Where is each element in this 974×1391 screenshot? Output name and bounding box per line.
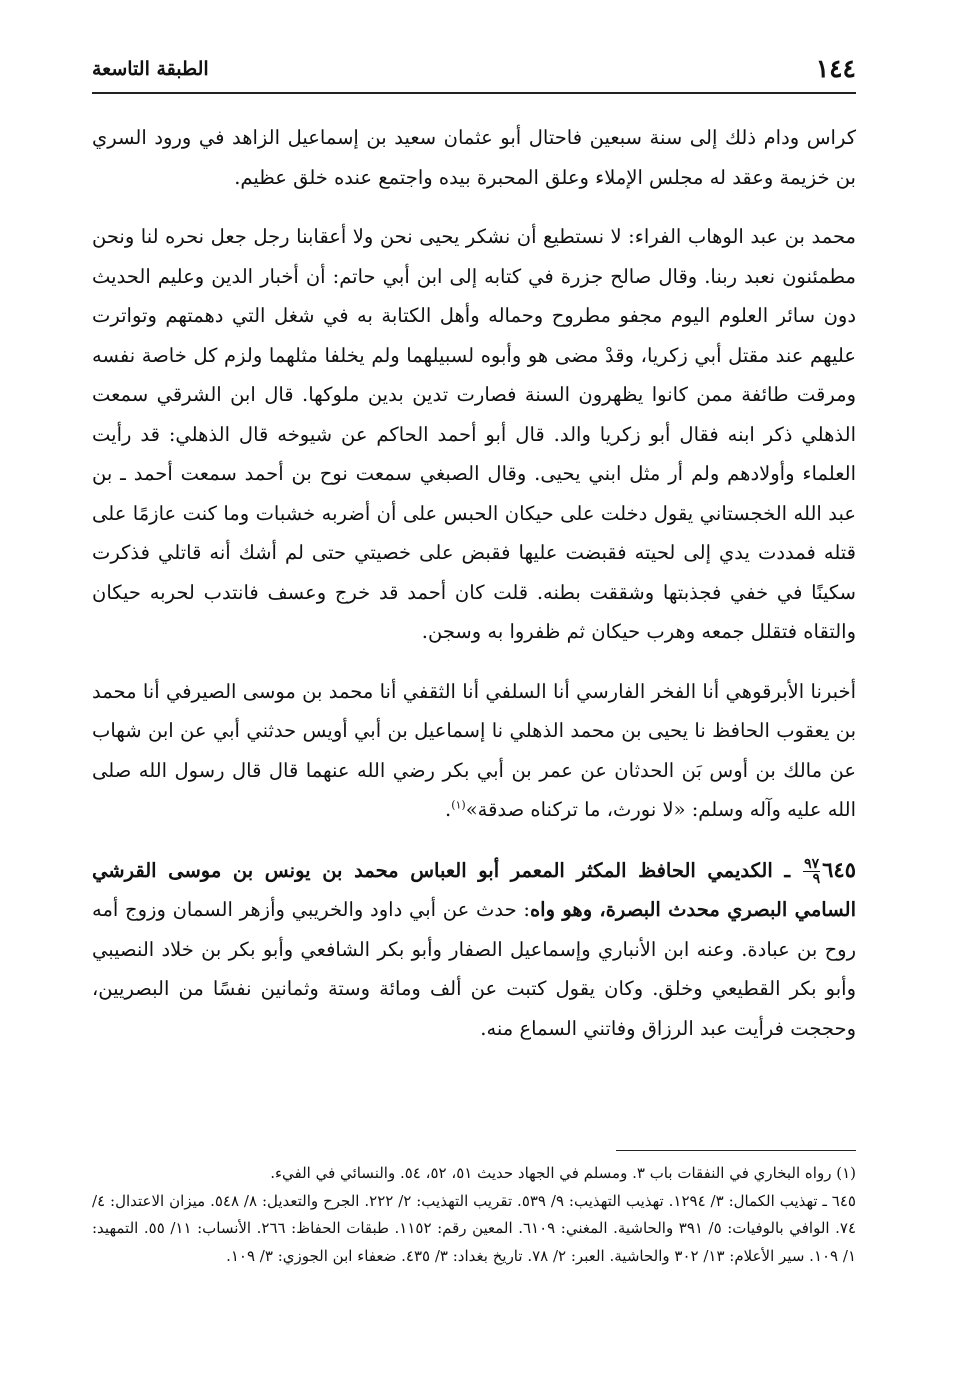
footnote-references: ٦٤٥ ـ تهذيب الكمال: ٣/ ١٢٩٤. تهذيب التهذيب: ٩/ ٥٣٩. تقريب التهذيب: ٢/ ٢٢٢. الجرح والتعديل: ٨/ ٥٤٨. ميزان الاعتدال: ٤/ ٧٤. الوافي بالوفيات: ٥/ ٣٩١ والحاشية. المغني: ٦١٠٩. المعين رقم: ١١٥٢. طبقات الحفاظ: ٢٦٦. الأنساب: ١١/ ٥٥. التمهيد: ١/ ١٠٩. سير الأعلام: ١٣/ ٣٠٢ والحاشية. العبر: ٢/ ٧٨. تاريخ بغداد: ٣/ ٤٣٥. ضعفاء ابن الجوزي: ٣/ ١٠٩.	[92, 1191, 857, 1265]
page-number: ١٤٤	[815, 54, 856, 83]
body-text	[92, 118, 856, 1048]
entry-number: ٦٤٥	[822, 856, 856, 882]
paragraph-quotes: محمد بن عبد الوهاب الفراء: لا نستطيع أن نشكر يحيى نحن ولا أعقابنا رجل جعل نحره لنا ونحن مطمئنون نعبد ربنا. وقال صالح جزرة في كتابه إلى ابن أبي حاتم: أن أخبار الدين وعليم الحديث دون سائر العلوم اليوم مجفو مطروح وحماله وأهل الكتابة به في شغل التي دهمتهم وتواترت عليهم عند مقتل أبي زكريا، وقدْ مضى هو وأبوه لسبيلهما ولم يخلفا مثلهما ولزم كل خاصة نفسه ومرقت طائفة ممن كانوا يظهرون السنة فصارت تدين بدين ملوكها. قال ابن الشرقي سمعت الذهلي ذكر ابنه فقال أبو زكريا والد. قال أبو أحمد الحاكم عن شيوخه قال الذهلي: قد رأيت العلماء وأولادهم ولم أر مثل ابني يحيى. وقال الصبغي سمعت نوح بن أحمد سمعت أحمد ـ بن عبد الله الخجستاني يقول دخلت على حيكان الحبس على أن أضربه خشبات وما كنت عازمًا على قتله فمددت يدي إلى لحيته فقبضت عليها فقبض على خصيتي حتى لم أشك أنه قاتلي فذكرت سكينًا في خفي فجذبتها وشققت بطنه. قلت كان أحمد قد خرج وعسف فانتدب لحربه حيكان والتقاه فتقلل جمعه وهرب حيكان ثم ظفروا به وسجن.	[92, 225, 856, 643]
paragraph-isnad	[92, 672, 856, 830]
footnotes	[92, 1160, 856, 1270]
paragraph-continuation: كراس ودام ذلك إلى سنة سبعين فاحتال أبو عثمان سعيد بن إسماعيل الزاهد في ورود السري بن خزيمة وعقد له مجلس الإملاء وعلق المحبرة بيده واجتمع عنده خلق عظيم.	[92, 126, 856, 189]
footnote-1: (١) رواه البخاري في النفقات باب ٣. ومسلم في الجهاد حديث ٥١، ٥٢، ٥٤. والنسائي في الفيء.	[270, 1164, 856, 1182]
fraction-numerator: ٩٧	[804, 855, 820, 872]
footnote-divider	[616, 1150, 856, 1151]
fraction-denominator: ٩	[812, 870, 821, 887]
entry-fraction	[803, 857, 820, 886]
page-header	[92, 52, 856, 94]
running-title: الطبقة التاسعة	[92, 58, 209, 80]
footnote-ref: (١)	[451, 798, 466, 812]
entry-text: : حدث عن أبي داود والخريبي وأزهر السمان وزوج أمه روح بن عبادة. وعنه ابن الأنباري وإسماعيل الصفار وأبو بكر الشافعي وأبو بكر بن خلاد النصيبي وأبو بكر القطيعي وخلق. وكان يقول كتبت عن ألف ومائة وستة وثمانين نفسًا من البصريين، وحججت فرأيت عبد الرزاق وفاتني السماع منه.	[92, 898, 856, 1040]
entry-heading: ـ الكديمي الحافظ المكثر المعمر أبو العباس محمد بن يونس بن موسى القرشي السامي البصري محدث البصرة، وهو واه	[92, 858, 856, 921]
isnad-text: أخبرنا الأبرقوهي أنا الفخر الفارسي أنا السلفي أنا الثقفي أنا محمد بن موسى الصيرفي أنا محمد بن يعقوب الحافظ نا يحيى بن محمد الذهلي نا إسماعيل بن أبي أويس حدثني أبي عن ابن شهاب عن مالك بن أوس بَن الحدثان عن عمر بن أبي بكر رضي الله عنهما قال قال رسول الله صلى الله عليه وآله وسلم: «لا نورث، ما تركناه صدقة»	[92, 679, 856, 821]
biography-entry	[92, 850, 856, 1049]
isnad-end: .	[444, 798, 452, 821]
